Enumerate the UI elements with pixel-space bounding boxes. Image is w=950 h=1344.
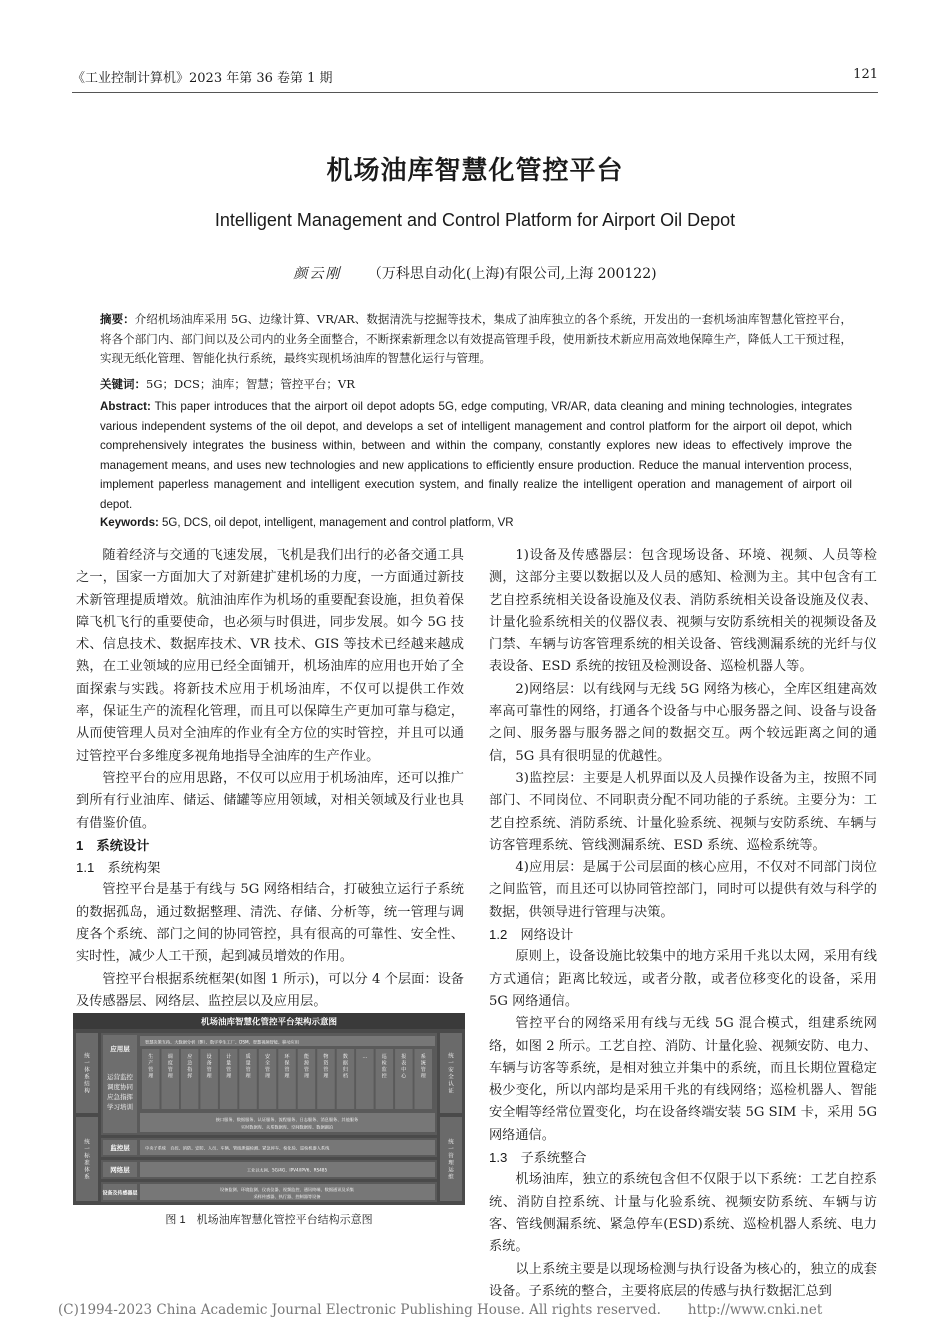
abstract-en [100, 397, 852, 514]
left-label-architecture: 统一体系结构 [84, 1053, 90, 1095]
app-module-label: 能源管理 [303, 1054, 310, 1080]
architecture-figure [73, 1013, 465, 1205]
app-module-label: 调度管理 [167, 1054, 173, 1080]
layer-label-monitor: 监控层 [110, 1144, 130, 1152]
app-modules [142, 1049, 432, 1109]
abstract-cn [100, 310, 852, 369]
affiliation: （万科思自动化(上海)有限公司,上海 200122) [367, 266, 657, 282]
app-module-label: 环保管理 [284, 1054, 290, 1080]
device-text-2: 采样传感器、执行器、控制器等设备 [253, 1194, 321, 1199]
app-module-label: 生产管理 [148, 1054, 154, 1080]
section-heading: 1 系统设计 [76, 837, 150, 853]
journal-name: 《工业控制计算机》2023 年第 36 卷第 1 期 [72, 71, 333, 86]
author-line [0, 263, 950, 283]
app-side-item: 调度协同 [107, 1083, 133, 1091]
app-module-label: 数据归档 [342, 1054, 348, 1080]
header-rule [72, 92, 878, 93]
app-bottomline-2: 实时数据库、关系数据库、空间数据库、数据湖泊 [240, 1124, 334, 1130]
paragraph: 管控平台根据系统框架(如图 1 所示)，可以分 4 个层面：设备及传感器层、网络层、监控层以及应用层。 [76, 971, 464, 1009]
running-head [72, 67, 878, 86]
app-module-label: 巡检监控 [381, 1054, 387, 1080]
app-module-label: 系统管理 [420, 1054, 426, 1080]
paragraph: 管控平台的网络采用有线与无线 5G 混合模式，组建系统网络，如图 2 所示。工艺自控、消防、计量化验、视频安防、电力、车辆与访客等系统，是相对独立并集中的系统，而且长期位置稳定极少变化，所以内部均是采用千兆的有线网络；巡检机器人、智能安全帽等经常位置变化，均在设备终端安装 5G SIM 卡，采用 5G 网络通信。 [489, 1016, 877, 1143]
app-module-label: 物资管理 [323, 1054, 329, 1080]
monitor-text: 中央子系统 自控、消防、安防、人员、车辆、管线泄漏检测、紧急停车、检化验、巡检机器人系统 [145, 1145, 330, 1151]
abstract-cn-text: 介绍机场油库采用 5G、边缘计算、VR/AR、数据清洗与挖掘等技术，集成了油库独立的各个系统，开发出的一套机场油库智慧化管控平台，将各个部门内、部门间以及公司内的业务全面整合，不断探索新理念以有效提高管理手段，使用新技术新应用高效地保障生产，降低人工干预过程，实现无纸化管理、智能化执行系统，最终实现机场油库的智慧化运行与管理。 [100, 312, 852, 365]
app-module-label: 应急指挥 [187, 1054, 193, 1080]
app-module-label: … [362, 1054, 368, 1060]
keywords-en [100, 514, 852, 534]
abstract-en-label: Abstract: [100, 400, 151, 413]
figure-title: 机场油库智慧化管控平台架构示意图 [200, 1017, 338, 1028]
app-module-label: 报表中心 [401, 1054, 407, 1080]
keywords-cn [100, 375, 852, 395]
paragraph: 3)监控层：主要是人机界面以及人员操作设备为主，按照不同部门、不同岗位、不同职责分配不同功能的子系统。主要分为：工艺自控系统、消防系统、计量化验系统、视频与安防系统、车辆与访客管理系统、管线测漏系统、ESD 系统、巡检系统等。 [489, 770, 877, 853]
keywords-cn-text: 5G；DCS；油库；智慧；管控平台；VR [146, 377, 355, 391]
app-topline: 智慧决策支持、大数据分析（BI）、数字孪生工厂、DSM、智慧视频智能、移动应用 [145, 1039, 299, 1045]
paper-title: 机场油库智慧化管控平台 [326, 156, 624, 186]
page-number: 121 [853, 67, 878, 82]
subsection-heading: 1.1 系统构架 [76, 860, 161, 876]
paragraph: 2)网络层：以有线网与无线 5G 网络为核心，全库区组建高效率高可靠性的网络，打通各个设备与中心服务器之间、设备与设备之间、服务器与服务器之间的数据交互。两个较远距离之间的通信，5G 具有很明显的优越性。 [489, 681, 877, 764]
body-column-right [489, 545, 877, 1303]
body-column-left [76, 545, 464, 1013]
author-name: 颜云刚 [293, 266, 342, 282]
app-bottomline: 接口服务、数据服务、认证服务、流程服务、日志服务、消息服务、其他服务 [215, 1117, 359, 1122]
paragraph: 机场油库，独立的系统包含但不仅限于以下系统：工艺自控系统、消防自控系统、计量与化验系统、视频安防系统、车辆与访客、管线侧漏系统、紧急停车(ESD)系统、巡检机器人系统、电力系统。 [489, 1172, 877, 1255]
keywords-en-label: Keywords: [100, 517, 159, 529]
right-label-operation: 统一管理运维 [448, 1139, 454, 1181]
subsection-heading: 1.3 子系统整合 [489, 1150, 587, 1166]
app-module-label: 设备管理 [206, 1054, 212, 1080]
paragraph: 原则上，设备设施比较集中的地方采用千兆以太网，采用有线方式通信；距离比较远，或者分散，或者位移变化的设备，采用 5G 网络通信。 [489, 949, 877, 1009]
paragraph: 管控平台的应用思路，不仅可以应用于机场油库，还可以推广到所有行业油库、储运、储罐等应用领域，对相关领域及行业也具有借鉴价值。 [76, 770, 464, 831]
device-text: 设备监测、环境监测、仪表仪器、视频监控、通讯终端、数据通讯及采集 [219, 1187, 355, 1192]
right-label-security: 统一安全认证 [448, 1053, 454, 1095]
layer-label-device: 设备及传感器层 [102, 1190, 138, 1197]
layer-label-application: 应用层 [110, 1045, 130, 1053]
abstract-en-text: This paper introduces that the airport oil depot adopts 5G, edge computing, VR/AR, data cleaning and mining technologies, integrates various independent systems of the oil depot, and develops a set of intelligent management and control platform for the airport oil depot, which comprehensively integrates the business within, between and within the company, constantly explores new ideas to effectively improve the management means, and uses new technologies and new applications to efficiently ensure production. Reduce the manual intervention process, implement paperless management and intelligent execution system, and finally realize the intelligent operation and management of airport oil depot. [100, 400, 852, 511]
figure-caption: 图 1 机场油库智慧化管控平台结构示意图 [165, 1214, 373, 1226]
app-side-item: 运营监控 [107, 1073, 133, 1081]
keywords-cn-label: 关键词： [100, 377, 146, 391]
keywords-en-text: 5G, DCS, oil depot, intelligent, management and control platform, VR [158, 517, 514, 529]
paragraph: 管控平台是基于有线与 5G 网络相结合，打破独立运行子系统的数据孤岛，通过数据整理、清洗、存储、分析等，统一管理与调度各个系统、部门之间的协同管控，具有很高的可靠性、安全性、实时性，减少人工干预，起到减员增效的作用。 [76, 882, 464, 965]
copyright-footer: (C)1994-2023 China Academic Journal Electronic Publishing House. All rights reserved. http://www.cnki.net [58, 1302, 823, 1318]
paragraph: 随着经济与交通的飞速发展，飞机是我们出行的必备交通工具之一，国家一方面加大了对新建扩建机场的力度，一方面通过新技术新管理提质增效。航油油库作为机场的重要配套设施，担负着保障飞机飞行的重要使命，也必须与时俱进，同步发展。如今 5G 技术、信息技术、数据库技术、VR 技术、GIS 等技术已经越来越成熟，在工业领域的应用已经全面铺开，机场油库的应用也开始了全面探索与实践。将新技术应用于机场油库，不仅可以提供工作效率，保证生产的流程化管理，而且可以保障生产更加可靠与稳定，从而使管理人员对全油库的作业有全方位的实时管控，并且可以通过管控平台多维度多视角地指导全油库的生产作业。 [76, 548, 464, 764]
app-side-item: 学习培训 [107, 1103, 133, 1111]
app-module-label: 安全管理 [264, 1054, 271, 1080]
app-module-label: 质量管理 [245, 1054, 251, 1080]
paragraph: 以上系统主要是以现场检测与执行设备为核心的，独立的成套设备。子系统的整合，主要将底层的传感与执行数据汇总到 [489, 1261, 877, 1299]
app-module-label: 计量管理 [226, 1054, 232, 1080]
app-side-item: 应急指挥 [107, 1093, 133, 1101]
paragraph: 1)设备及传感器层：包含现场设备、环境、视频、人员等检测，这部分主要以数据以及人员的感知、检测为主。其中包含有工艺自控系统相关设备设施及仪表、消防系统相关设备设施及仪表、计量化验系统相关的仪器仪表、视频与安防系统相关的视频设备及门禁、车辆与访客管理系统的相关设备、管线测漏系统的光纤与仪表设备、ESD 系统的按钮及检测设备、巡检机器人等。 [489, 548, 877, 675]
subsection-heading: 1.2 网络设计 [489, 927, 574, 943]
abstract-cn-label: 摘要： [100, 312, 135, 326]
layer-label-network: 网络层 [110, 1166, 130, 1174]
network-text: 工业以太网、5G/4G、IPV4/IPV6、RS485 [246, 1167, 328, 1173]
left-label-standard: 统一标准体系 [84, 1139, 90, 1181]
paragraph: 4)应用层：是属于公司层面的核心应用，不仅对不同部门岗位之间监管，而且还可以协同管控部门，同时可以提供有效与科学的数据，供领导进行管理与决策。 [489, 860, 877, 920]
paper-title-en: Intelligent Management and Control Platform for Airport Oil Depot [214, 210, 736, 230]
